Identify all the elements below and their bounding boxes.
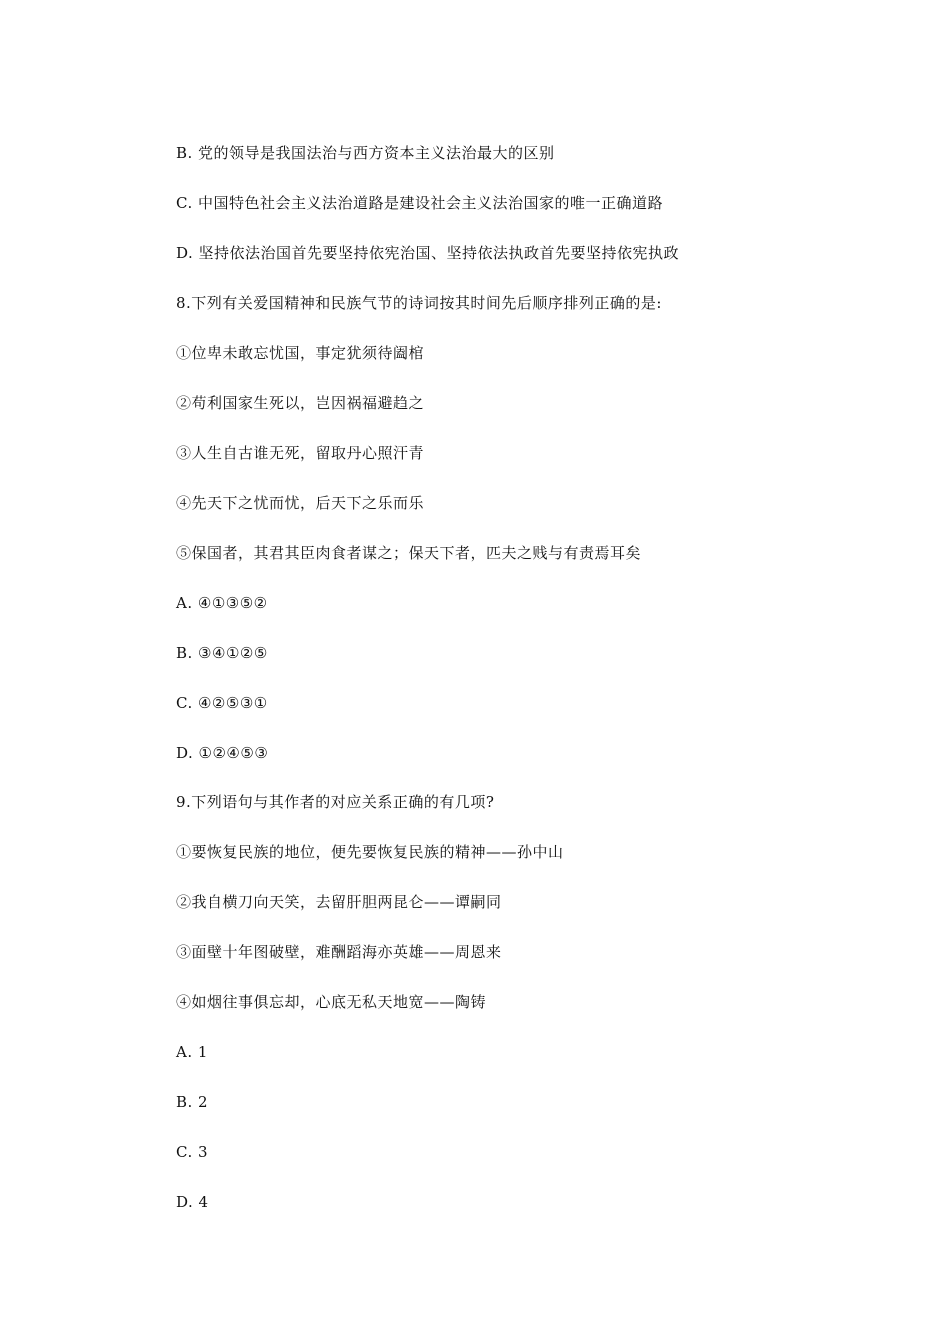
q9-item-2: ②我自横刀向天笑，去留肝胆两昆仑——谭嗣同 — [176, 893, 502, 911]
q9-option-c: C. 3 — [176, 1143, 209, 1161]
q9-option-d: D. 4 — [176, 1193, 209, 1211]
q9-question: 9.下列语句与其作者的对应关系正确的有几项? — [176, 793, 495, 811]
q8-option-d: D. ①②④⑤③ — [176, 744, 269, 762]
q8-question: 8.下列有关爱国精神和民族气节的诗词按其时间先后顺序排列正确的是: — [176, 294, 662, 312]
q9-item-1: ①要恢复民族的地位，便先要恢复民族的精神——孙中山 — [176, 843, 564, 861]
q9-option-a: A. 1 — [176, 1043, 208, 1061]
q8-option-a: A. ④①③⑤② — [176, 594, 268, 612]
q8-item-1: ①位卑未敢忘忧国，事定犹须待阖棺 — [176, 344, 425, 362]
q9-item-3: ③面壁十年图破壁，难酬蹈海亦英雄——周恩来 — [176, 943, 502, 961]
q7-option-b: B. 党的领导是我国法治与西方资本主义法治最大的区别 — [176, 144, 555, 162]
q9-item-4: ④如烟往事俱忘却，心底无私天地宽——陶铸 — [176, 993, 487, 1011]
q8-item-4: ④先天下之忧而忧，后天下之乐而乐 — [176, 494, 425, 512]
q7-option-d: D. 坚持依法治国首先要坚持依宪治国、坚持依法执政首先要坚持依宪执政 — [176, 244, 680, 262]
q7-option-c: C. 中国特色社会主义法治道路是建设社会主义法治国家的唯一正确道路 — [176, 194, 663, 212]
q8-option-c: C. ④②⑤③① — [176, 694, 268, 712]
q9-option-b: B. 2 — [176, 1093, 209, 1111]
q8-option-b: B. ③④①②⑤ — [176, 644, 268, 662]
q8-item-5: ⑤保国者，其君其臣肉食者谋之；保天下者，匹夫之贱与有责焉耳矣 — [176, 544, 642, 562]
q8-item-3: ③人生自古谁无死，留取丹心照汗青 — [176, 444, 425, 462]
q8-item-2: ②苟利国家生死以，岂因祸福避趋之 — [176, 394, 425, 412]
